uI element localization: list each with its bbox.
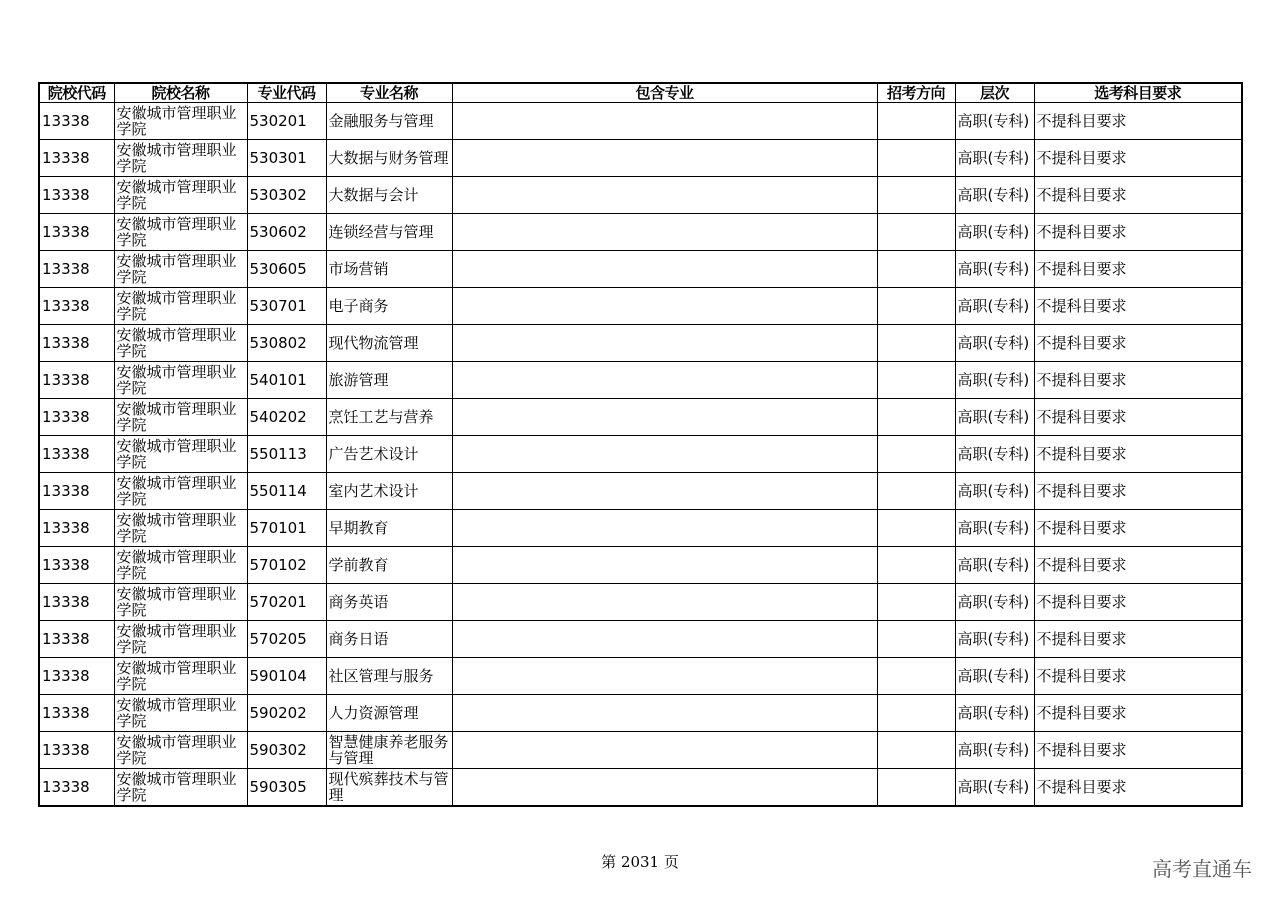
cell-included-majors [452,325,877,362]
cell-subject-requirement: 不提科目要求 [1034,510,1242,547]
cell-major-name: 电子商务 [326,288,452,325]
cell-included-majors [452,399,877,436]
table-header-row [39,83,1242,103]
cell-school-name: 安徽城市管理职业学院 [114,140,247,177]
cell-subject-requirement: 不提科目要求 [1034,399,1242,436]
cell-exam-direction [877,214,955,251]
cell-major-code: 540202 [247,399,326,436]
table-row [39,140,1242,177]
cell-major-code: 540101 [247,362,326,399]
cell-included-majors [452,658,877,695]
cell-level: 高职(专科) [955,399,1034,436]
cell-subject-requirement: 不提科目要求 [1034,251,1242,288]
cell-exam-direction [877,473,955,510]
cell-included-majors [452,621,877,658]
cell-major-code: 530605 [247,251,326,288]
cell-level: 高职(专科) [955,177,1034,214]
cell-school-name: 安徽城市管理职业学院 [114,288,247,325]
cell-subject-requirement: 不提科目要求 [1034,177,1242,214]
cell-school-code: 13338 [39,584,114,621]
table-row [39,658,1242,695]
cell-exam-direction [877,621,955,658]
cell-school-name: 安徽城市管理职业学院 [114,399,247,436]
cell-subject-requirement: 不提科目要求 [1034,547,1242,584]
cell-school-code: 13338 [39,362,114,399]
watermark-text: 高考直通车 [1152,857,1252,881]
cell-subject-requirement: 不提科目要求 [1034,732,1242,769]
cell-level: 高职(专科) [955,140,1034,177]
cell-major-code: 590305 [247,769,326,807]
cell-major-name: 智慧健康养老服务与管理 [326,732,452,769]
table-row [39,325,1242,362]
admissions-table [38,82,1243,807]
cell-major-code: 570201 [247,584,326,621]
cell-major-name: 烹饪工艺与营养 [326,399,452,436]
cell-school-code: 13338 [39,473,114,510]
cell-school-code: 13338 [39,732,114,769]
cell-school-name: 安徽城市管理职业学院 [114,621,247,658]
cell-major-name: 学前教育 [326,547,452,584]
cell-school-code: 13338 [39,621,114,658]
header-level: 层次 [955,83,1034,103]
cell-exam-direction [877,399,955,436]
cell-included-majors [452,732,877,769]
cell-major-name: 人力资源管理 [326,695,452,732]
cell-exam-direction [877,325,955,362]
cell-level: 高职(专科) [955,288,1034,325]
cell-subject-requirement: 不提科目要求 [1034,362,1242,399]
cell-school-name: 安徽城市管理职业学院 [114,769,247,807]
table-row [39,584,1242,621]
cell-school-code: 13338 [39,695,114,732]
cell-school-code: 13338 [39,251,114,288]
cell-major-name: 商务日语 [326,621,452,658]
header-school-name: 院校名称 [114,83,247,103]
table-row [39,473,1242,510]
table-row [39,436,1242,473]
cell-subject-requirement: 不提科目要求 [1034,695,1242,732]
cell-major-code: 590104 [247,658,326,695]
cell-major-code: 570102 [247,547,326,584]
cell-school-name: 安徽城市管理职业学院 [114,177,247,214]
cell-school-name: 安徽城市管理职业学院 [114,658,247,695]
cell-school-code: 13338 [39,658,114,695]
cell-included-majors [452,547,877,584]
cell-included-majors [452,140,877,177]
cell-school-name: 安徽城市管理职业学院 [114,584,247,621]
cell-included-majors [452,251,877,288]
cell-level: 高职(专科) [955,621,1034,658]
cell-major-code: 530301 [247,140,326,177]
cell-included-majors [452,214,877,251]
cell-subject-requirement: 不提科目要求 [1034,769,1242,807]
cell-major-code: 550113 [247,436,326,473]
cell-exam-direction [877,510,955,547]
cell-school-name: 安徽城市管理职业学院 [114,103,247,140]
table-row [39,362,1242,399]
page-number: 第 2031 页 [601,853,679,871]
cell-school-code: 13338 [39,399,114,436]
cell-exam-direction [877,362,955,399]
cell-school-name: 安徽城市管理职业学院 [114,325,247,362]
cell-school-name: 安徽城市管理职业学院 [114,251,247,288]
cell-school-code: 13338 [39,177,114,214]
table-row [39,695,1242,732]
cell-school-code: 13338 [39,325,114,362]
cell-exam-direction [877,436,955,473]
cell-included-majors [452,584,877,621]
cell-exam-direction [877,288,955,325]
cell-level: 高职(专科) [955,251,1034,288]
cell-school-code: 13338 [39,103,114,140]
cell-major-name: 现代物流管理 [326,325,452,362]
cell-exam-direction [877,103,955,140]
cell-major-code: 530602 [247,214,326,251]
cell-level: 高职(专科) [955,103,1034,140]
cell-major-name: 旅游管理 [326,362,452,399]
cell-subject-requirement: 不提科目要求 [1034,436,1242,473]
cell-level: 高职(专科) [955,732,1034,769]
table-row [39,251,1242,288]
cell-exam-direction [877,547,955,584]
cell-subject-requirement: 不提科目要求 [1034,140,1242,177]
cell-school-name: 安徽城市管理职业学院 [114,362,247,399]
cell-major-name: 早期教育 [326,510,452,547]
cell-major-code: 570205 [247,621,326,658]
cell-major-code: 550114 [247,473,326,510]
cell-subject-requirement: 不提科目要求 [1034,103,1242,140]
cell-major-code: 530701 [247,288,326,325]
cell-level: 高职(专科) [955,584,1034,621]
cell-major-code: 530302 [247,177,326,214]
cell-subject-requirement: 不提科目要求 [1034,473,1242,510]
cell-major-name: 大数据与财务管理 [326,140,452,177]
cell-subject-requirement: 不提科目要求 [1034,584,1242,621]
cell-major-name: 金融服务与管理 [326,103,452,140]
cell-major-code: 530802 [247,325,326,362]
cell-major-name: 商务英语 [326,584,452,621]
cell-major-name: 社区管理与服务 [326,658,452,695]
table-row [39,621,1242,658]
cell-included-majors [452,473,877,510]
cell-included-majors [452,362,877,399]
cell-exam-direction [877,695,955,732]
table-row [39,769,1242,807]
cell-school-code: 13338 [39,547,114,584]
table-row [39,177,1242,214]
header-major-code: 专业代码 [247,83,326,103]
cell-school-code: 13338 [39,214,114,251]
cell-included-majors [452,103,877,140]
table-row [39,547,1242,584]
cell-major-code: 590202 [247,695,326,732]
header-included-majors: 包含专业 [452,83,877,103]
cell-level: 高职(专科) [955,473,1034,510]
cell-subject-requirement: 不提科目要求 [1034,621,1242,658]
header-exam-direction: 招考方向 [877,83,955,103]
cell-level: 高职(专科) [955,436,1034,473]
cell-exam-direction [877,584,955,621]
table-row [39,399,1242,436]
cell-level: 高职(专科) [955,547,1034,584]
cell-school-name: 安徽城市管理职业学院 [114,695,247,732]
header-major-name: 专业名称 [326,83,452,103]
cell-school-name: 安徽城市管理职业学院 [114,214,247,251]
header-school-code: 院校代码 [39,83,114,103]
cell-exam-direction [877,658,955,695]
cell-exam-direction [877,251,955,288]
table-row [39,288,1242,325]
cell-exam-direction [877,769,955,807]
cell-school-code: 13338 [39,288,114,325]
cell-major-name: 现代殡葬技术与管理 [326,769,452,807]
cell-included-majors [452,436,877,473]
cell-included-majors [452,177,877,214]
table-row [39,732,1242,769]
cell-school-name: 安徽城市管理职业学院 [114,732,247,769]
cell-level: 高职(专科) [955,510,1034,547]
cell-subject-requirement: 不提科目要求 [1034,325,1242,362]
cell-subject-requirement: 不提科目要求 [1034,288,1242,325]
table-row [39,103,1242,140]
cell-major-code: 530201 [247,103,326,140]
cell-major-name: 大数据与会计 [326,177,452,214]
table-row [39,510,1242,547]
cell-level: 高职(专科) [955,362,1034,399]
cell-school-name: 安徽城市管理职业学院 [114,473,247,510]
header-subject-requirement: 选考科目要求 [1034,83,1242,103]
cell-major-name: 市场营销 [326,251,452,288]
cell-major-name: 室内艺术设计 [326,473,452,510]
cell-subject-requirement: 不提科目要求 [1034,658,1242,695]
cell-level: 高职(专科) [955,769,1034,807]
cell-exam-direction [877,140,955,177]
cell-major-name: 连锁经营与管理 [326,214,452,251]
cell-included-majors [452,510,877,547]
cell-level: 高职(专科) [955,325,1034,362]
cell-exam-direction [877,732,955,769]
cell-school-code: 13338 [39,769,114,807]
cell-level: 高职(专科) [955,214,1034,251]
cell-exam-direction [877,177,955,214]
table-row [39,214,1242,251]
table-body [39,103,1242,807]
cell-school-name: 安徽城市管理职业学院 [114,510,247,547]
cell-school-name: 安徽城市管理职业学院 [114,547,247,584]
cell-school-code: 13338 [39,140,114,177]
cell-school-name: 安徽城市管理职业学院 [114,436,247,473]
cell-subject-requirement: 不提科目要求 [1034,214,1242,251]
cell-level: 高职(专科) [955,658,1034,695]
cell-major-name: 广告艺术设计 [326,436,452,473]
cell-school-code: 13338 [39,436,114,473]
cell-included-majors [452,288,877,325]
cell-included-majors [452,695,877,732]
cell-major-code: 570101 [247,510,326,547]
cell-level: 高职(专科) [955,695,1034,732]
cell-major-code: 590302 [247,732,326,769]
cell-included-majors [452,769,877,807]
cell-school-code: 13338 [39,510,114,547]
